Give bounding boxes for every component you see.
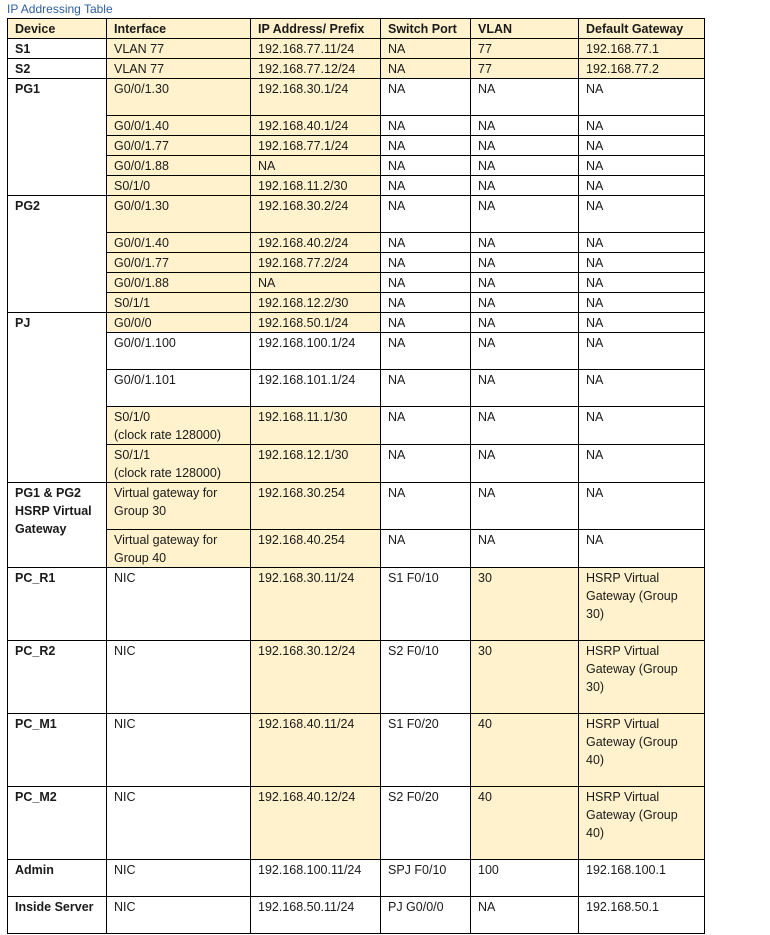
cell-interface: NIC — [107, 787, 251, 860]
table-row — [8, 370, 705, 407]
cell-default-gateway: NA — [579, 407, 705, 445]
table-row — [8, 714, 705, 787]
cell-vlan: NA — [471, 483, 579, 530]
cell-vlan: NA — [471, 116, 579, 136]
cell-switch-port: NA — [381, 196, 471, 233]
cell-vlan: 40 — [471, 787, 579, 860]
cell-switch-port: S1 F0/10 — [381, 568, 471, 641]
table-row — [8, 39, 705, 59]
cell-vlan: NA — [471, 445, 579, 483]
header-device: Device — [8, 19, 107, 39]
cell-device: PC_M2 — [8, 787, 107, 860]
cell-default-gateway: NA — [579, 530, 705, 568]
cell-default-gateway: HSRP Virtual Gateway (Group 40) — [579, 787, 705, 860]
table-row — [8, 333, 705, 370]
table-row — [8, 483, 705, 530]
table-row — [8, 116, 705, 136]
cell-ip-address: 192.168.12.2/30 — [251, 293, 381, 313]
cell-switch-port: NA — [381, 445, 471, 483]
cell-default-gateway: NA — [579, 483, 705, 530]
cell-switch-port: NA — [381, 293, 471, 313]
cell-interface: G0/0/0 — [107, 313, 251, 333]
cell-switch-port: NA — [381, 407, 471, 445]
table-row — [8, 176, 705, 196]
cell-device: PJ — [8, 313, 107, 483]
cell-switch-port: NA — [381, 176, 471, 196]
cell-device: S2 — [8, 59, 107, 79]
cell-ip-address: 192.168.30.2/24 — [251, 196, 381, 233]
cell-interface: G0/0/1.88 — [107, 273, 251, 293]
cell-device: S1 — [8, 39, 107, 59]
cell-interface: Virtual gateway for Group 40 — [107, 530, 251, 568]
cell-device: PC_M1 — [8, 714, 107, 787]
table-row — [8, 253, 705, 273]
table-row — [8, 233, 705, 253]
cell-default-gateway: NA — [579, 116, 705, 136]
cell-interface: NIC — [107, 568, 251, 641]
cell-switch-port: S1 F0/20 — [381, 714, 471, 787]
cell-default-gateway: NA — [579, 196, 705, 233]
cell-vlan: NA — [471, 313, 579, 333]
cell-vlan: NA — [471, 407, 579, 445]
cell-default-gateway: NA — [579, 313, 705, 333]
cell-ip-address: 192.168.30.254 — [251, 483, 381, 530]
cell-ip-address: 192.168.50.1/24 — [251, 313, 381, 333]
table-row — [8, 530, 705, 568]
cell-default-gateway: HSRP Virtual Gateway (Group 40) — [579, 714, 705, 787]
cell-interface: VLAN 77 — [107, 59, 251, 79]
cell-vlan: 30 — [471, 641, 579, 714]
header-default-gateway: Default Gateway — [579, 19, 705, 39]
cell-ip-address: 192.168.40.1/24 — [251, 116, 381, 136]
table-row — [8, 313, 705, 333]
cell-ip-address: 192.168.30.12/24 — [251, 641, 381, 714]
cell-vlan: 100 — [471, 860, 579, 897]
cell-device: PG1 & PG2 HSRP Virtual Gateway — [8, 483, 107, 568]
cell-interface: G0/0/1.30 — [107, 79, 251, 116]
table-row — [8, 787, 705, 860]
cell-default-gateway: NA — [579, 273, 705, 293]
cell-ip-address: 192.168.40.254 — [251, 530, 381, 568]
cell-default-gateway: NA — [579, 370, 705, 407]
table-row — [8, 273, 705, 293]
cell-switch-port: NA — [381, 530, 471, 568]
cell-interface: S0/1/0 (clock rate 128000) — [107, 407, 251, 445]
cell-vlan: NA — [471, 273, 579, 293]
cell-device: PC_R1 — [8, 568, 107, 641]
cell-vlan: 77 — [471, 39, 579, 59]
cell-vlan: NA — [471, 897, 579, 934]
table-row — [8, 293, 705, 313]
cell-vlan: NA — [471, 530, 579, 568]
cell-vlan: 40 — [471, 714, 579, 787]
cell-switch-port: NA — [381, 116, 471, 136]
table-row — [8, 156, 705, 176]
table-row — [8, 860, 705, 897]
cell-ip-address: NA — [251, 273, 381, 293]
cell-switch-port: NA — [381, 39, 471, 59]
cell-switch-port: NA — [381, 333, 471, 370]
cell-default-gateway: NA — [579, 333, 705, 370]
cell-ip-address: 192.168.100.1/24 — [251, 333, 381, 370]
cell-interface: G0/0/1.88 — [107, 156, 251, 176]
header-interface: Interface — [107, 19, 251, 39]
cell-vlan: NA — [471, 136, 579, 156]
header-vlan: VLAN — [471, 19, 579, 39]
table-row — [8, 196, 705, 233]
cell-interface: NIC — [107, 860, 251, 897]
table-row — [8, 445, 705, 483]
header-switch-port: Switch Port — [381, 19, 471, 39]
cell-switch-port: NA — [381, 233, 471, 253]
cell-default-gateway: NA — [579, 253, 705, 273]
cell-vlan: 77 — [471, 59, 579, 79]
cell-interface: NIC — [107, 897, 251, 934]
cell-ip-address: 192.168.11.2/30 — [251, 176, 381, 196]
cell-default-gateway: HSRP Virtual Gateway (Group 30) — [579, 641, 705, 714]
cell-default-gateway: NA — [579, 176, 705, 196]
cell-switch-port: NA — [381, 136, 471, 156]
cell-ip-address: NA — [251, 156, 381, 176]
cell-switch-port: NA — [381, 253, 471, 273]
cell-vlan: NA — [471, 233, 579, 253]
cell-interface: S0/1/1 (clock rate 128000) — [107, 445, 251, 483]
cell-ip-address: 192.168.100.11/24 — [251, 860, 381, 897]
cell-default-gateway: 192.168.77.1 — [579, 39, 705, 59]
cell-switch-port: SPJ F0/10 — [381, 860, 471, 897]
cell-switch-port: NA — [381, 370, 471, 407]
cell-default-gateway: NA — [579, 233, 705, 253]
table-row — [8, 407, 705, 445]
cell-switch-port: PJ G0/0/0 — [381, 897, 471, 934]
cell-vlan: NA — [471, 156, 579, 176]
cell-ip-address: 192.168.77.2/24 — [251, 253, 381, 273]
cell-device: Admin — [8, 860, 107, 897]
cell-vlan: NA — [471, 196, 579, 233]
header-row — [8, 19, 705, 39]
table-row — [8, 641, 705, 714]
cell-interface: G0/0/1.40 — [107, 116, 251, 136]
cell-interface: G0/0/1.100 — [107, 333, 251, 370]
cell-ip-address: 192.168.50.11/24 — [251, 897, 381, 934]
ip-addressing-table — [7, 18, 705, 934]
cell-switch-port: S2 F0/10 — [381, 641, 471, 714]
cell-default-gateway: NA — [579, 156, 705, 176]
cell-default-gateway: NA — [579, 136, 705, 156]
cell-ip-address: 192.168.40.11/24 — [251, 714, 381, 787]
cell-ip-address: 192.168.40.2/24 — [251, 233, 381, 253]
cell-interface: G0/0/1.77 — [107, 253, 251, 273]
cell-interface: G0/0/1.77 — [107, 136, 251, 156]
cell-interface: G0/0/1.40 — [107, 233, 251, 253]
cell-ip-address: 192.168.30.11/24 — [251, 568, 381, 641]
cell-default-gateway: 192.168.100.1 — [579, 860, 705, 897]
cell-interface: G0/0/1.30 — [107, 196, 251, 233]
cell-switch-port: NA — [381, 313, 471, 333]
cell-interface: G0/0/1.101 — [107, 370, 251, 407]
cell-switch-port: NA — [381, 273, 471, 293]
cell-switch-port: NA — [381, 59, 471, 79]
cell-vlan: NA — [471, 253, 579, 273]
table-row — [8, 897, 705, 934]
cell-vlan: NA — [471, 176, 579, 196]
table-row — [8, 136, 705, 156]
cell-interface: S0/1/0 — [107, 176, 251, 196]
table-row — [8, 59, 705, 79]
cell-ip-address: 192.168.77.11/24 — [251, 39, 381, 59]
cell-ip-address: 192.168.30.1/24 — [251, 79, 381, 116]
table-row — [8, 568, 705, 641]
cell-device: PC_R2 — [8, 641, 107, 714]
cell-default-gateway: NA — [579, 293, 705, 313]
cell-default-gateway: 192.168.50.1 — [579, 897, 705, 934]
cell-default-gateway: NA — [579, 445, 705, 483]
cell-vlan: 30 — [471, 568, 579, 641]
cell-interface: VLAN 77 — [107, 39, 251, 59]
cell-interface: Virtual gateway for Group 30 — [107, 483, 251, 530]
cell-ip-address: 192.168.77.1/24 — [251, 136, 381, 156]
cell-interface: NIC — [107, 714, 251, 787]
cell-ip-address: 192.168.12.1/30 — [251, 445, 381, 483]
cell-interface: S0/1/1 — [107, 293, 251, 313]
table-row — [8, 79, 705, 116]
cell-device: PG2 — [8, 196, 107, 313]
cell-ip-address: 192.168.40.12/24 — [251, 787, 381, 860]
cell-device: PG1 — [8, 79, 107, 196]
cell-ip-address: 192.168.101.1/24 — [251, 370, 381, 407]
cell-vlan: NA — [471, 370, 579, 407]
cell-device: Inside Server — [8, 897, 107, 934]
cell-vlan: NA — [471, 293, 579, 313]
cell-interface: NIC — [107, 641, 251, 714]
cell-ip-address: 192.168.11.1/30 — [251, 407, 381, 445]
cell-ip-address: 192.168.77.12/24 — [251, 59, 381, 79]
cell-switch-port: S2 F0/20 — [381, 787, 471, 860]
cell-switch-port: NA — [381, 156, 471, 176]
cell-default-gateway: 192.168.77.2 — [579, 59, 705, 79]
cell-switch-port: NA — [381, 483, 471, 530]
cell-vlan: NA — [471, 333, 579, 370]
cell-switch-port: NA — [381, 79, 471, 116]
cell-default-gateway: HSRP Virtual Gateway (Group 30) — [579, 568, 705, 641]
table-caption: IP Addressing Table — [7, 2, 113, 16]
cell-default-gateway: NA — [579, 79, 705, 116]
header-ip-address: IP Address/ Prefix — [251, 19, 381, 39]
cell-vlan: NA — [471, 79, 579, 116]
